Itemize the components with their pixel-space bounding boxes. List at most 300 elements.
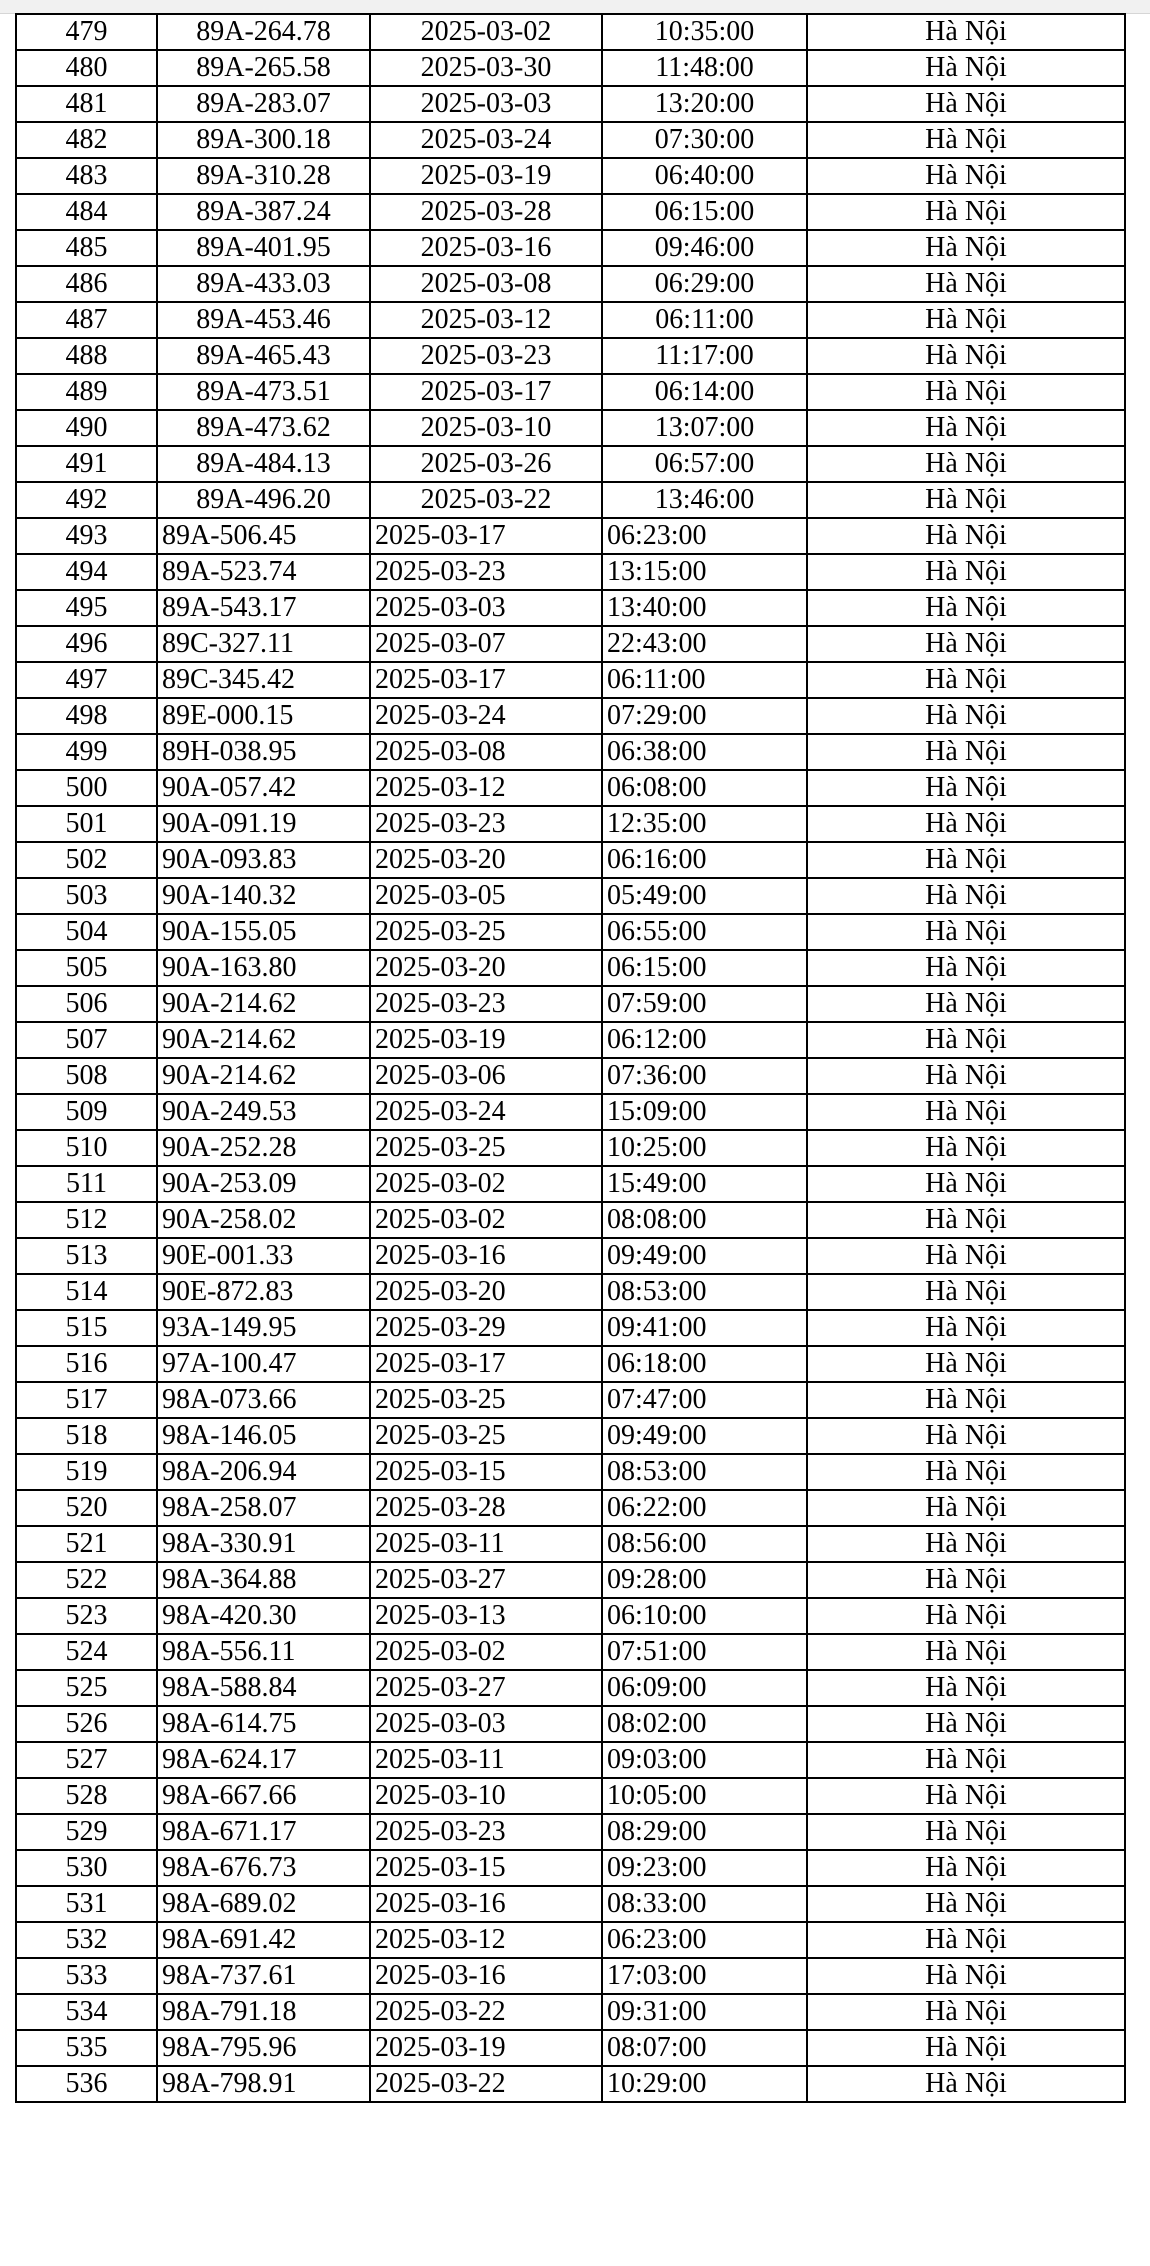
time-cell: 06:22:00 <box>602 1490 807 1526</box>
time-cell: 05:49:00 <box>602 878 807 914</box>
table-row <box>16 1346 1125 1382</box>
license-plate-cell: 89A-300.18 <box>157 122 370 158</box>
time-cell: 11:48:00 <box>602 50 807 86</box>
date-cell: 2025-03-17 <box>370 662 602 698</box>
license-plate-cell: 98A-420.30 <box>157 1598 370 1634</box>
table-row <box>16 1742 1125 1778</box>
row-number-cell: 498 <box>16 698 157 734</box>
date-cell: 2025-03-24 <box>370 122 602 158</box>
row-number-cell: 483 <box>16 158 157 194</box>
city-cell: Hà Nội <box>807 446 1125 482</box>
table-row <box>16 1094 1125 1130</box>
date-cell: 2025-03-22 <box>370 1994 602 2030</box>
city-cell: Hà Nội <box>807 1526 1125 1562</box>
date-cell: 2025-03-20 <box>370 950 602 986</box>
date-cell: 2025-03-17 <box>370 374 602 410</box>
time-cell: 09:31:00 <box>602 1994 807 2030</box>
table-row <box>16 1454 1125 1490</box>
time-cell: 15:09:00 <box>602 1094 807 1130</box>
license-plate-cell: 89A-473.51 <box>157 374 370 410</box>
table-row <box>16 1922 1125 1958</box>
license-plate-cell: 98A-588.84 <box>157 1670 370 1706</box>
date-cell: 2025-03-12 <box>370 302 602 338</box>
city-cell: Hà Nội <box>807 986 1125 1022</box>
row-number-cell: 534 <box>16 1994 157 2030</box>
time-cell: 07:59:00 <box>602 986 807 1022</box>
city-cell: Hà Nội <box>807 122 1125 158</box>
time-cell: 10:35:00 <box>602 14 807 50</box>
date-cell: 2025-03-25 <box>370 1382 602 1418</box>
date-cell: 2025-03-16 <box>370 230 602 266</box>
time-cell: 06:12:00 <box>602 1022 807 1058</box>
date-cell: 2025-03-13 <box>370 1598 602 1634</box>
date-cell: 2025-03-24 <box>370 698 602 734</box>
city-cell: Hà Nội <box>807 1742 1125 1778</box>
time-cell: 06:09:00 <box>602 1670 807 1706</box>
date-cell: 2025-03-08 <box>370 734 602 770</box>
date-cell: 2025-03-19 <box>370 1022 602 1058</box>
time-cell: 06:11:00 <box>602 662 807 698</box>
license-plate-cell: 98A-556.11 <box>157 1634 370 1670</box>
table-row <box>16 1958 1125 1994</box>
city-cell: Hà Nội <box>807 806 1125 842</box>
row-number-cell: 500 <box>16 770 157 806</box>
row-number-cell: 480 <box>16 50 157 86</box>
city-cell: Hà Nội <box>807 1130 1125 1166</box>
date-cell: 2025-03-23 <box>370 986 602 1022</box>
table-row <box>16 1670 1125 1706</box>
time-cell: 06:15:00 <box>602 950 807 986</box>
table-row <box>16 86 1125 122</box>
date-cell: 2025-03-22 <box>370 2066 602 2102</box>
license-plate-cell: 89H-038.95 <box>157 734 370 770</box>
time-cell: 06:29:00 <box>602 266 807 302</box>
time-cell: 13:15:00 <box>602 554 807 590</box>
city-cell: Hà Nội <box>807 518 1125 554</box>
table-row <box>16 158 1125 194</box>
time-cell: 06:14:00 <box>602 374 807 410</box>
table-row <box>16 734 1125 770</box>
time-cell: 10:29:00 <box>602 2066 807 2102</box>
time-cell: 08:08:00 <box>602 1202 807 1238</box>
city-cell: Hà Nội <box>807 1310 1125 1346</box>
date-cell: 2025-03-19 <box>370 2030 602 2066</box>
row-number-cell: 496 <box>16 626 157 662</box>
date-cell: 2025-03-02 <box>370 1634 602 1670</box>
time-cell: 06:55:00 <box>602 914 807 950</box>
row-number-cell: 517 <box>16 1382 157 1418</box>
row-number-cell: 513 <box>16 1238 157 1274</box>
city-cell: Hà Nội <box>807 626 1125 662</box>
table-row <box>16 914 1125 950</box>
city-cell: Hà Nội <box>807 1454 1125 1490</box>
row-number-cell: 514 <box>16 1274 157 1310</box>
date-cell: 2025-03-11 <box>370 1742 602 1778</box>
city-cell: Hà Nội <box>807 2066 1125 2102</box>
date-cell: 2025-03-02 <box>370 14 602 50</box>
date-cell: 2025-03-12 <box>370 1922 602 1958</box>
license-plate-cell: 98A-206.94 <box>157 1454 370 1490</box>
row-number-cell: 510 <box>16 1130 157 1166</box>
city-cell: Hà Nội <box>807 230 1125 266</box>
time-cell: 09:49:00 <box>602 1418 807 1454</box>
row-number-cell: 486 <box>16 266 157 302</box>
table-row <box>16 950 1125 986</box>
row-number-cell: 485 <box>16 230 157 266</box>
date-cell: 2025-03-15 <box>370 1454 602 1490</box>
row-number-cell: 527 <box>16 1742 157 1778</box>
time-cell: 22:43:00 <box>602 626 807 662</box>
row-number-cell: 522 <box>16 1562 157 1598</box>
date-cell: 2025-03-16 <box>370 1958 602 1994</box>
row-number-cell: 524 <box>16 1634 157 1670</box>
time-cell: 08:29:00 <box>602 1814 807 1850</box>
license-plate-cell: 89A-465.43 <box>157 338 370 374</box>
row-number-cell: 512 <box>16 1202 157 1238</box>
time-cell: 08:56:00 <box>602 1526 807 1562</box>
row-number-cell: 530 <box>16 1850 157 1886</box>
row-number-cell: 490 <box>16 410 157 446</box>
row-number-cell: 492 <box>16 482 157 518</box>
row-number-cell: 518 <box>16 1418 157 1454</box>
license-plate-cell: 98A-689.02 <box>157 1886 370 1922</box>
table-row <box>16 1598 1125 1634</box>
time-cell: 06:23:00 <box>602 518 807 554</box>
time-cell: 08:02:00 <box>602 1706 807 1742</box>
city-cell: Hà Nội <box>807 1418 1125 1454</box>
time-cell: 08:33:00 <box>602 1886 807 1922</box>
row-number-cell: 499 <box>16 734 157 770</box>
vehicle-violation-table <box>15 13 1126 2103</box>
date-cell: 2025-03-05 <box>370 878 602 914</box>
license-plate-cell: 90A-249.53 <box>157 1094 370 1130</box>
city-cell: Hà Nội <box>807 590 1125 626</box>
table-row <box>16 374 1125 410</box>
city-cell: Hà Nội <box>807 2030 1125 2066</box>
row-number-cell: 536 <box>16 2066 157 2102</box>
date-cell: 2025-03-27 <box>370 1562 602 1598</box>
date-cell: 2025-03-16 <box>370 1886 602 1922</box>
city-cell: Hà Nội <box>807 1238 1125 1274</box>
date-cell: 2025-03-10 <box>370 410 602 446</box>
table-row <box>16 554 1125 590</box>
city-cell: Hà Nội <box>807 1922 1125 1958</box>
table-row <box>16 1058 1125 1094</box>
date-cell: 2025-03-08 <box>370 266 602 302</box>
table-row <box>16 1634 1125 1670</box>
row-number-cell: 488 <box>16 338 157 374</box>
row-number-cell: 525 <box>16 1670 157 1706</box>
row-number-cell: 508 <box>16 1058 157 1094</box>
table-row <box>16 302 1125 338</box>
row-number-cell: 507 <box>16 1022 157 1058</box>
time-cell: 06:11:00 <box>602 302 807 338</box>
row-number-cell: 494 <box>16 554 157 590</box>
city-cell: Hà Nội <box>807 554 1125 590</box>
date-cell: 2025-03-03 <box>370 590 602 626</box>
table-row <box>16 1130 1125 1166</box>
date-cell: 2025-03-06 <box>370 1058 602 1094</box>
table-row <box>16 590 1125 626</box>
city-cell: Hà Nội <box>807 1706 1125 1742</box>
table-row <box>16 410 1125 446</box>
license-plate-cell: 98A-798.91 <box>157 2066 370 2102</box>
table-row <box>16 1706 1125 1742</box>
time-cell: 09:03:00 <box>602 1742 807 1778</box>
row-number-cell: 491 <box>16 446 157 482</box>
time-cell: 13:46:00 <box>602 482 807 518</box>
date-cell: 2025-03-03 <box>370 86 602 122</box>
city-cell: Hà Nội <box>807 338 1125 374</box>
table-row <box>16 230 1125 266</box>
license-plate-cell: 89A-310.28 <box>157 158 370 194</box>
date-cell: 2025-03-10 <box>370 1778 602 1814</box>
row-number-cell: 484 <box>16 194 157 230</box>
license-plate-cell: 89A-387.24 <box>157 194 370 230</box>
license-plate-cell: 98A-676.73 <box>157 1850 370 1886</box>
license-plate-cell: 98A-791.18 <box>157 1994 370 2030</box>
license-plate-cell: 89C-327.11 <box>157 626 370 662</box>
date-cell: 2025-03-16 <box>370 1238 602 1274</box>
city-cell: Hà Nội <box>807 914 1125 950</box>
time-cell: 06:15:00 <box>602 194 807 230</box>
city-cell: Hà Nội <box>807 1382 1125 1418</box>
date-cell: 2025-03-26 <box>370 446 602 482</box>
table-row <box>16 1310 1125 1346</box>
time-cell: 13:20:00 <box>602 86 807 122</box>
date-cell: 2025-03-11 <box>370 1526 602 1562</box>
row-number-cell: 529 <box>16 1814 157 1850</box>
city-cell: Hà Nội <box>807 194 1125 230</box>
license-plate-cell: 89A-453.46 <box>157 302 370 338</box>
license-plate-cell: 90A-093.83 <box>157 842 370 878</box>
row-number-cell: 501 <box>16 806 157 842</box>
time-cell: 07:51:00 <box>602 1634 807 1670</box>
row-number-cell: 531 <box>16 1886 157 1922</box>
date-cell: 2025-03-15 <box>370 1850 602 1886</box>
city-cell: Hà Nội <box>807 698 1125 734</box>
license-plate-cell: 98A-364.88 <box>157 1562 370 1598</box>
row-number-cell: 504 <box>16 914 157 950</box>
table-row <box>16 338 1125 374</box>
time-cell: 09:49:00 <box>602 1238 807 1274</box>
city-cell: Hà Nội <box>807 50 1125 86</box>
table-body <box>16 14 1125 2102</box>
table-row <box>16 626 1125 662</box>
table-row <box>16 1526 1125 1562</box>
table-row <box>16 1886 1125 1922</box>
row-number-cell: 528 <box>16 1778 157 1814</box>
time-cell: 06:38:00 <box>602 734 807 770</box>
city-cell: Hà Nội <box>807 950 1125 986</box>
row-number-cell: 493 <box>16 518 157 554</box>
row-number-cell: 533 <box>16 1958 157 1994</box>
city-cell: Hà Nội <box>807 14 1125 50</box>
row-number-cell: 519 <box>16 1454 157 1490</box>
license-plate-cell: 90A-057.42 <box>157 770 370 806</box>
date-cell: 2025-03-20 <box>370 842 602 878</box>
time-cell: 08:53:00 <box>602 1454 807 1490</box>
row-number-cell: 506 <box>16 986 157 1022</box>
row-number-cell: 535 <box>16 2030 157 2066</box>
city-cell: Hà Nội <box>807 410 1125 446</box>
date-cell: 2025-03-19 <box>370 158 602 194</box>
row-number-cell: 503 <box>16 878 157 914</box>
license-plate-cell: 89E-000.15 <box>157 698 370 734</box>
table-row <box>16 446 1125 482</box>
city-cell: Hà Nội <box>807 1166 1125 1202</box>
license-plate-cell: 98A-691.42 <box>157 1922 370 1958</box>
time-cell: 07:29:00 <box>602 698 807 734</box>
table-row <box>16 1778 1125 1814</box>
time-cell: 11:17:00 <box>602 338 807 374</box>
time-cell: 06:10:00 <box>602 1598 807 1634</box>
table-row <box>16 1490 1125 1526</box>
license-plate-cell: 89A-433.03 <box>157 266 370 302</box>
license-plate-cell: 90A-253.09 <box>157 1166 370 1202</box>
date-cell: 2025-03-29 <box>370 1310 602 1346</box>
time-cell: 07:30:00 <box>602 122 807 158</box>
license-plate-cell: 89A-264.78 <box>157 14 370 50</box>
row-number-cell: 505 <box>16 950 157 986</box>
table-row <box>16 1994 1125 2030</box>
license-plate-cell: 89A-401.95 <box>157 230 370 266</box>
time-cell: 15:49:00 <box>602 1166 807 1202</box>
table-row <box>16 1850 1125 1886</box>
time-cell: 07:36:00 <box>602 1058 807 1094</box>
table-row <box>16 50 1125 86</box>
city-cell: Hà Nội <box>807 1670 1125 1706</box>
license-plate-cell: 90A-155.05 <box>157 914 370 950</box>
time-cell: 10:25:00 <box>602 1130 807 1166</box>
city-cell: Hà Nội <box>807 86 1125 122</box>
time-cell: 06:18:00 <box>602 1346 807 1382</box>
license-plate-cell: 93A-149.95 <box>157 1310 370 1346</box>
time-cell: 17:03:00 <box>602 1958 807 1994</box>
row-number-cell: 502 <box>16 842 157 878</box>
license-plate-cell: 90A-258.02 <box>157 1202 370 1238</box>
time-cell: 08:53:00 <box>602 1274 807 1310</box>
city-cell: Hà Nội <box>807 1202 1125 1238</box>
license-plate-cell: 90A-252.28 <box>157 1130 370 1166</box>
table-row <box>16 986 1125 1022</box>
table-row <box>16 842 1125 878</box>
row-number-cell: 520 <box>16 1490 157 1526</box>
date-cell: 2025-03-23 <box>370 338 602 374</box>
table-row <box>16 1022 1125 1058</box>
violation-table-sheet <box>15 13 1124 2103</box>
date-cell: 2025-03-28 <box>370 194 602 230</box>
license-plate-cell: 90A-091.19 <box>157 806 370 842</box>
city-cell: Hà Nội <box>807 1274 1125 1310</box>
time-cell: 13:40:00 <box>602 590 807 626</box>
time-cell: 10:05:00 <box>602 1778 807 1814</box>
city-cell: Hà Nội <box>807 1886 1125 1922</box>
table-row <box>16 2030 1125 2066</box>
date-cell: 2025-03-22 <box>370 482 602 518</box>
license-plate-cell: 89C-345.42 <box>157 662 370 698</box>
license-plate-cell: 90E-001.33 <box>157 1238 370 1274</box>
table-row <box>16 2066 1125 2102</box>
row-number-cell: 515 <box>16 1310 157 1346</box>
date-cell: 2025-03-03 <box>370 1706 602 1742</box>
time-cell: 06:57:00 <box>602 446 807 482</box>
city-cell: Hà Nội <box>807 1094 1125 1130</box>
city-cell: Hà Nội <box>807 158 1125 194</box>
table-row <box>16 122 1125 158</box>
row-number-cell: 521 <box>16 1526 157 1562</box>
license-plate-cell: 98A-667.66 <box>157 1778 370 1814</box>
table-row <box>16 1814 1125 1850</box>
row-number-cell: 479 <box>16 14 157 50</box>
city-cell: Hà Nội <box>807 1598 1125 1634</box>
license-plate-cell: 98A-073.66 <box>157 1382 370 1418</box>
license-plate-cell: 90A-214.62 <box>157 986 370 1022</box>
time-cell: 09:41:00 <box>602 1310 807 1346</box>
row-number-cell: 497 <box>16 662 157 698</box>
time-cell: 09:28:00 <box>602 1562 807 1598</box>
license-plate-cell: 89A-484.13 <box>157 446 370 482</box>
time-cell: 06:23:00 <box>602 1922 807 1958</box>
row-number-cell: 523 <box>16 1598 157 1634</box>
date-cell: 2025-03-17 <box>370 518 602 554</box>
city-cell: Hà Nội <box>807 1958 1125 1994</box>
date-cell: 2025-03-23 <box>370 554 602 590</box>
table-row <box>16 1238 1125 1274</box>
license-plate-cell: 98A-795.96 <box>157 2030 370 2066</box>
row-number-cell: 495 <box>16 590 157 626</box>
table-row <box>16 1382 1125 1418</box>
table-row <box>16 518 1125 554</box>
table-row <box>16 482 1125 518</box>
date-cell: 2025-03-27 <box>370 1670 602 1706</box>
row-number-cell: 511 <box>16 1166 157 1202</box>
city-cell: Hà Nội <box>807 842 1125 878</box>
date-cell: 2025-03-23 <box>370 806 602 842</box>
table-row <box>16 662 1125 698</box>
date-cell: 2025-03-02 <box>370 1202 602 1238</box>
table-row <box>16 878 1125 914</box>
row-number-cell: 487 <box>16 302 157 338</box>
license-plate-cell: 89A-543.17 <box>157 590 370 626</box>
row-number-cell: 482 <box>16 122 157 158</box>
date-cell: 2025-03-12 <box>370 770 602 806</box>
table-row <box>16 194 1125 230</box>
table-row <box>16 1562 1125 1598</box>
license-plate-cell: 89A-283.07 <box>157 86 370 122</box>
time-cell: 13:07:00 <box>602 410 807 446</box>
license-plate-cell: 90A-214.62 <box>157 1058 370 1094</box>
license-plate-cell: 89A-265.58 <box>157 50 370 86</box>
city-cell: Hà Nội <box>807 734 1125 770</box>
city-cell: Hà Nội <box>807 1346 1125 1382</box>
city-cell: Hà Nội <box>807 1490 1125 1526</box>
table-row <box>16 770 1125 806</box>
license-plate-cell: 98A-614.75 <box>157 1706 370 1742</box>
row-number-cell: 516 <box>16 1346 157 1382</box>
time-cell: 07:47:00 <box>602 1382 807 1418</box>
date-cell: 2025-03-17 <box>370 1346 602 1382</box>
time-cell: 06:16:00 <box>602 842 807 878</box>
city-cell: Hà Nội <box>807 770 1125 806</box>
license-plate-cell: 98A-330.91 <box>157 1526 370 1562</box>
city-cell: Hà Nội <box>807 1058 1125 1094</box>
time-cell: 06:40:00 <box>602 158 807 194</box>
row-number-cell: 481 <box>16 86 157 122</box>
table-row <box>16 1166 1125 1202</box>
license-plate-cell: 89A-473.62 <box>157 410 370 446</box>
row-number-cell: 489 <box>16 374 157 410</box>
